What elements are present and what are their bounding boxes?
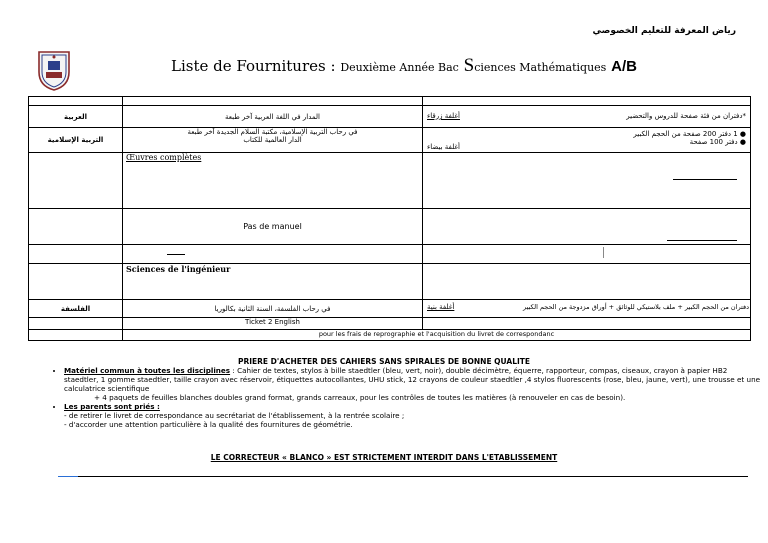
table-row bbox=[29, 106, 751, 128]
cover-arabic: أغلفة زرقاء bbox=[427, 112, 460, 120]
book-philo: في رحاب الفلسفة، السنة الثانية بكالوريا bbox=[123, 300, 423, 318]
instructions-list bbox=[50, 366, 764, 429]
table-row bbox=[29, 209, 751, 245]
table-row bbox=[29, 264, 751, 300]
title-main: Liste de Fournitures : bbox=[171, 57, 336, 75]
table-row bbox=[29, 245, 751, 264]
title-year: Deuxième Année Bac bbox=[340, 61, 459, 74]
title-sciences: ciences Mathématiques bbox=[474, 61, 607, 74]
book-arabic: المدار في اللغة العربية آخر طبعة bbox=[123, 106, 423, 128]
subject-arabic: العربية bbox=[29, 106, 123, 128]
parents-heading: Les parents sont priés : bbox=[64, 402, 160, 411]
list-item bbox=[64, 366, 764, 402]
notebook-islamic-1: دفتر 200 صفحة من الحجم الكبير bbox=[633, 130, 731, 138]
materiel-text: : Cahier de textes, stylos à bille staedtler (bleu, vert, noir), double décimètre, équerre, rapporteur, compas, ciseaux, crayon à papier HB2 staedtler, 1 gomme staedtler, taille crayon avec réservoir, étiquettes autocollantes, UHU stick, 12 crayons de couleur staedtler ,4 stylos fluorescents (rose, bleu, jaune, vert), une trousse et une calculatrice scientifique bbox=[64, 366, 761, 393]
table-row bbox=[29, 330, 751, 341]
notebooks-philo: دفتران من الحجم الكبير + ملف بلاستيكي للوثائق + أوراق مزدوجة من الحجم الكبير bbox=[523, 303, 749, 311]
subject-philo: الفلسفة bbox=[29, 300, 123, 318]
school-name: رياض المعرفة للتعليم الخصوصي bbox=[592, 26, 736, 36]
book-islamic-2: الدار العالمية للكتاب bbox=[243, 136, 302, 144]
table-row bbox=[29, 153, 751, 209]
sciences-ingenieur: Sciences de l'ingénieur bbox=[123, 264, 423, 300]
supplies-table bbox=[28, 96, 751, 341]
fees-note: pour les frais de reprographie et l'acquisition du livret de correspondanc bbox=[123, 330, 751, 341]
page-title bbox=[171, 55, 637, 77]
title-section: A/B bbox=[611, 58, 637, 75]
footer-divider bbox=[58, 476, 748, 477]
book-islamic-1: في رحاب التربية الإسلامية، مكتبة السلام الجديدة آخر طبعة bbox=[187, 128, 358, 136]
pas-de-manuel: Pas de manuel bbox=[123, 209, 423, 245]
materiel-heading: Matériel commun à toutes les disciplines bbox=[64, 366, 231, 375]
paquets-text: + 4 paquets de feuilles blanches doubles grand format, grands carreaux, pour les contrôles de toutes les matières (à renouveler en cas de besoin). bbox=[94, 393, 626, 402]
table-row bbox=[29, 300, 751, 318]
correcteur-warning: LE CORRECTEUR « BLANCO » EST STRICTEMENT INTERDIT DANS L'ETABLISSEMENT bbox=[210, 453, 558, 462]
subject-islamic: التربية الإسلامية bbox=[29, 128, 123, 153]
notebook-islamic-2: دفتر 100 صفحة bbox=[689, 138, 738, 146]
english-ticket: Ticket 2 English bbox=[123, 318, 423, 330]
table-row: التربية الإسلامية في رحاب التربية الإسلامية، مكتبة السلام الجديدة آخر طبعة الدار العالمية للكتاب أغلفة بيضاء ● 1 دفتر 200 صفحة من الحجم الكبير ● دفتر 100 صفحة bbox=[29, 128, 751, 153]
footer-accent bbox=[58, 476, 78, 477]
title-big-s: S bbox=[463, 55, 475, 76]
notebooks-arabic: *دفتران من فئة صفحة للدروس والتحضير bbox=[626, 112, 746, 120]
cover-philo: أغلفة بنية bbox=[427, 303, 455, 311]
notice-heading: PRIERE D'ACHETER DES CAHIERS SANS SPIRALES DE BONNE QUALITE bbox=[237, 357, 531, 366]
school-crest-icon bbox=[36, 48, 72, 92]
parents-line-1: - de retirer le livret de correspondance au secrétariat de l'établissement, à la rentrée scolaire ; bbox=[64, 411, 405, 420]
table-row bbox=[29, 318, 751, 330]
notebook-islamic-num: 1 bbox=[733, 130, 738, 138]
oeuvres-completes: Œuvres complètes bbox=[123, 153, 423, 209]
parents-line-2: - d'accorder une attention particulière à la qualité des fournitures de géométrie. bbox=[64, 420, 353, 429]
table-row bbox=[29, 97, 751, 106]
cover-islamic: أغلفة بيضاء bbox=[427, 143, 460, 151]
list-item bbox=[64, 402, 764, 429]
